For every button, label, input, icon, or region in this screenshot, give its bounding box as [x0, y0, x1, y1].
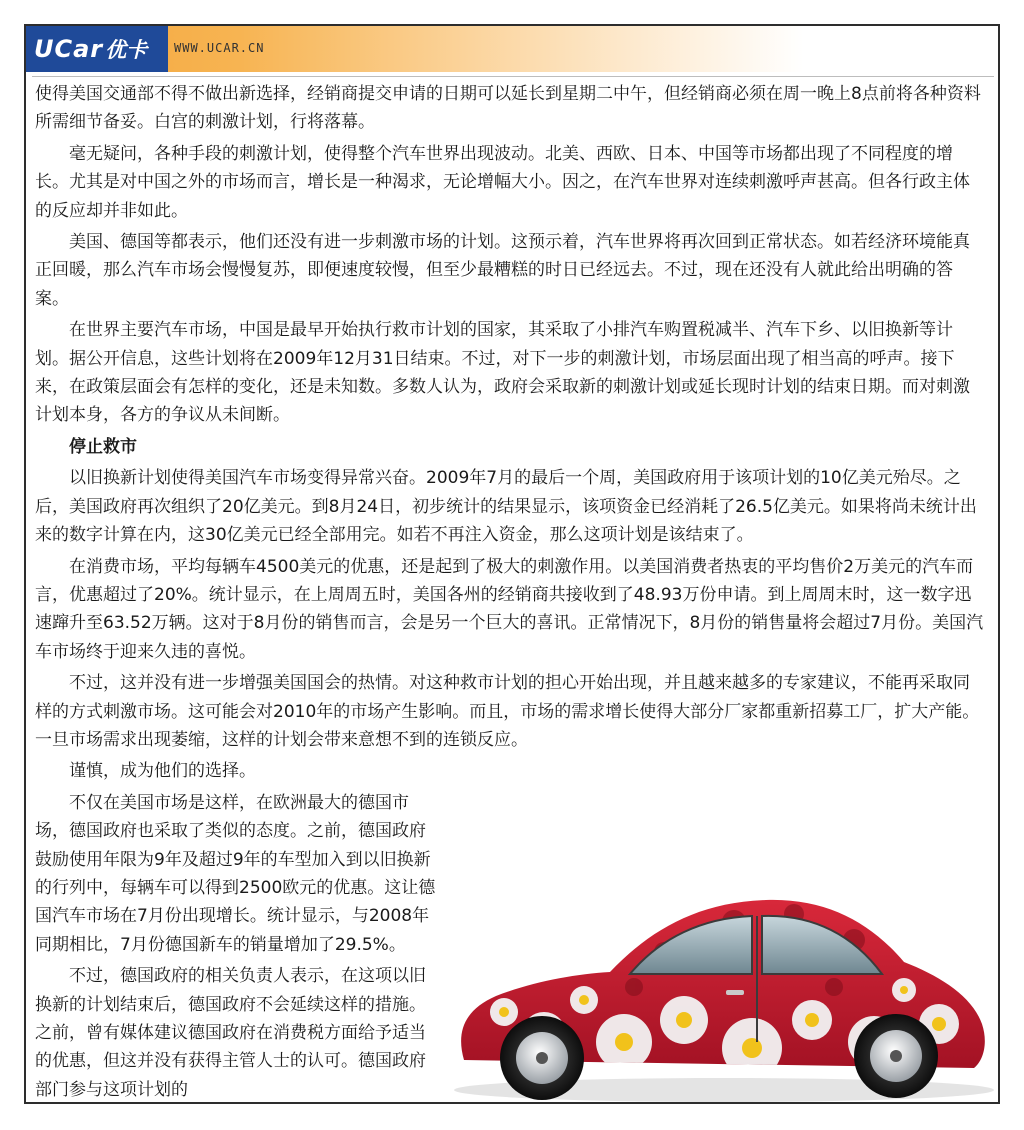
page-frame — [24, 24, 1000, 1104]
site-url: WWW.UCAR.CN — [174, 41, 265, 55]
paragraph: 毫无疑问，各种手段的刺激计划，使得整个汽车世界出现波动。北美、西欧、日本、中国等市场都出现了不同程度的增长。尤其是对中国之外的市场而言，增长是一种渴求，无论增幅大小。因之，在汽车世界对连续刺激呼声甚高。但各行政主体的反应却并非如此。 — [35, 143, 970, 221]
header-banner — [26, 26, 998, 72]
paragraph: 不过，这并没有进一步增强美国国会的热情。对这种救市计划的担心开始出现，并且越来越多的专家建议，不能再采取同样的方式刺激市场。这可能会对2010年的市场产生影响。而且，市场的需求增长使得大部分厂家都重新招募工厂，扩大产能。一旦市场需求出现萎缩，这样的计划会带来意想不到的连锁反应。 — [35, 673, 980, 750]
paragraph: 不过，德国政府的相关负责人表示，在这项以旧换新的计划结束后，德国政府不会延续这样的措施。之前，曾有媒体建议德国政府在消费税方面给予适当的优惠，但这并没有获得主管人士的认可。德国政府部门参与这项计划的 — [35, 966, 426, 1100]
paragraph: 不仅在美国市场是这样，在欧洲最大的德国市场，德国政府也采取了类似的态度。之前，德国政府鼓励使用年限为9年及超过9年的车型加入到以旧换新的行列中，每辆车可以得到2500欧元的优惠。这让德国汽车市场在7月份出现增长。统计显示，与2008年同期相比，7月份德国新车的销量增加了29.5%。 — [35, 792, 436, 955]
paragraph: 使得美国交通部不得不做出新选择，经销商提交申请的日期可以延长到星期二中午，但经销商必须在周一晚上8点前将各种资料所需细节备妥。白宫的刺激计划，行将落幕。 — [35, 84, 981, 133]
paragraph: 以旧换新计划使得美国汽车市场变得异常兴奋。2009年7月的最后一个周，美国政府用于该项计划的10亿美元殆尽。之后，美国政府再次组织了20亿美元。到8月24日，初步统计的结果显示，该项资金已经消耗了26.5亿美元。如果将尚未统计出来的数字计算在内，这30亿美元已经全部用完。如若不再注入资金，那么这项计划是该结束了。 — [35, 468, 977, 546]
header-divider — [32, 76, 994, 77]
paragraph: 谨慎，成为他们的选择。 — [69, 761, 256, 782]
paragraph: 美国、德国等都表示，他们还没有进一步刺激市场的计划。这预示着，汽车世界将再次回到正常状态。如若经济环境能真正回暖，那么汽车市场会慢慢复苏，即便速度较慢，但至少最糟糕的时日已经远去。不过，现在还没有人就此给出明确的答案。 — [35, 232, 970, 309]
section-heading: 停止救市 — [69, 436, 137, 457]
paragraph: 在世界主要汽车市场，中国是最早开始执行救市计划的国家，其采取了小排汽车购置税减半、汽车下乡、以旧换新等计划。据公开信息，这些计划将在2009年12月31日结束。不过，对下一步的刺激计划，市场层面出现了相当高的呼声。接下来，在政策层面会有怎样的变化，还是未知数。多数人认为，政府会采取新的刺激计划或延长现时计划的结束日期。而对刺激计划本身，各方的争议从未间断。 — [35, 320, 970, 426]
logo-latin-text: UCar — [34, 35, 104, 63]
flower-car-photo — [434, 892, 994, 1104]
logo-chinese-text: 优卡 — [105, 38, 148, 62]
paragraph: 在消费市场，平均每辆车4500美元的优惠，还是起到了极大的刺激作用。以美国消费者热衷的平均售价2万美元的汽车而言，优惠超过了20%。统计显示，在上周周五时，美国各州的经销商共接收到了48.93万份申请。到上周周末时，这一数字迅速蹿升至63.52万辆。这对于8月份的销售而言，会是另一个巨大的喜讯。正常情况下，8月份的销售量将会超过7月份。美国汽车市场终于迎来久违的喜悦。 — [35, 556, 984, 662]
ucar-logo — [26, 26, 168, 72]
